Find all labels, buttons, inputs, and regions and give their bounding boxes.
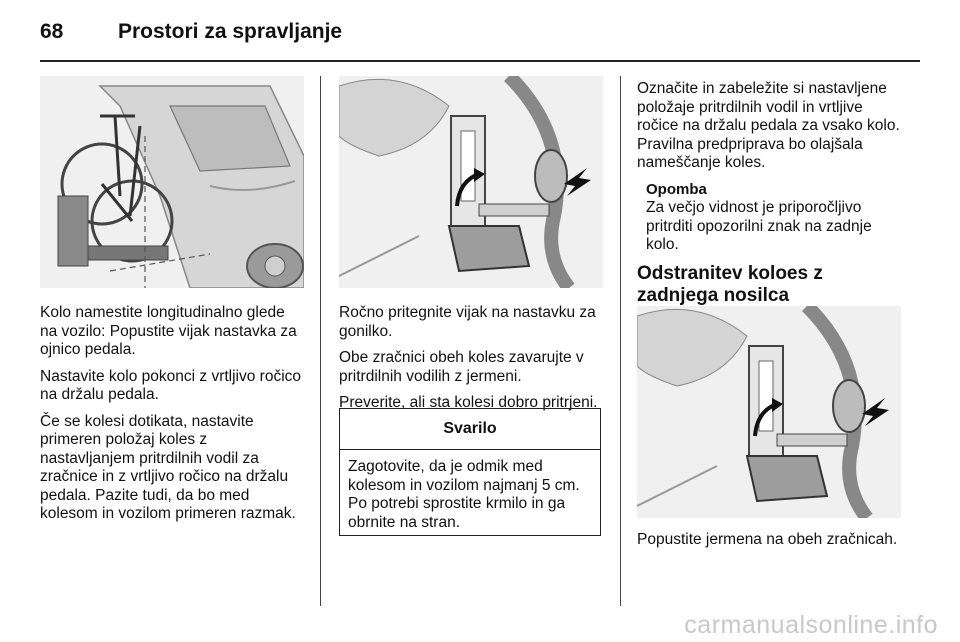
warning-box — [339, 408, 601, 536]
note-text: Za večjo vidnost je priporočljivo pritrditi opozorilni znak na zadnje kolo. — [646, 199, 872, 253]
paragraph: Nastavite kolo pokonci z vrtljivo ročico na držalu pedala. — [40, 367, 302, 403]
note-title: Opomba — [646, 180, 707, 198]
paragraph: Če se kolesi dotikata, nastavite primeren položaj koles z nastavljanjem pritrdilnih vodil za zračnice in z vrtljivo ročico na držalu pedala. Pazite tudi, da bo med kolesom in vozilom primeren razmak. — [40, 412, 296, 522]
paragraph: Popustite jermena na obeh zračnicah. — [637, 531, 898, 548]
car-rear-bike-carrier-icon — [40, 76, 304, 288]
pedal-holder-release-icon — [637, 306, 901, 518]
column-divider — [620, 76, 621, 606]
column-2-text — [339, 304, 605, 421]
column-divider — [320, 76, 321, 606]
paragraph: Obe zračnici obeh koles zavarujte v pritrdilnih vodilih z jermeni. — [339, 349, 584, 385]
paragraph: Preverite, ali sta kolesi dobro pritrjeni. — [339, 394, 598, 411]
page-number: 68 — [40, 20, 64, 43]
warning-text: Zagotovite, da je odmik med kolesom in vozilom najmanj 5 cm. Po potrebi sprostite krmilo in ga obrnite na stran. — [348, 458, 580, 531]
warning-title: Svarilo — [340, 409, 600, 450]
intro-paragraph: Označite in zabeležite si nastavljene položaje pritrdilnih vodil in vrtljive ročice na držalu pedala za vsako kolo. Pravilna predpriprava bo olajšala nameščanje koles. — [637, 80, 900, 171]
watermark: carmanualsonline.info — [684, 611, 938, 639]
paragraph: Ročno pritegnite vijak na nastavku za gonilko. — [339, 304, 596, 340]
page-title: Prostori za spravljanje — [118, 20, 343, 43]
section-title: Odstranitev koloes z zadnjega nosilca — [637, 262, 823, 306]
pedal-holder-screw-icon — [339, 76, 603, 288]
column-3-text — [637, 80, 905, 315]
page-header — [40, 14, 920, 62]
column-1-text — [40, 304, 306, 532]
note-block — [646, 181, 905, 255]
column-3-closing — [637, 531, 905, 558]
paragraph: Kolo namestite longitudinalno glede na vozilo: Popustite vijak nastavka za ojnico pedala. — [40, 304, 297, 358]
